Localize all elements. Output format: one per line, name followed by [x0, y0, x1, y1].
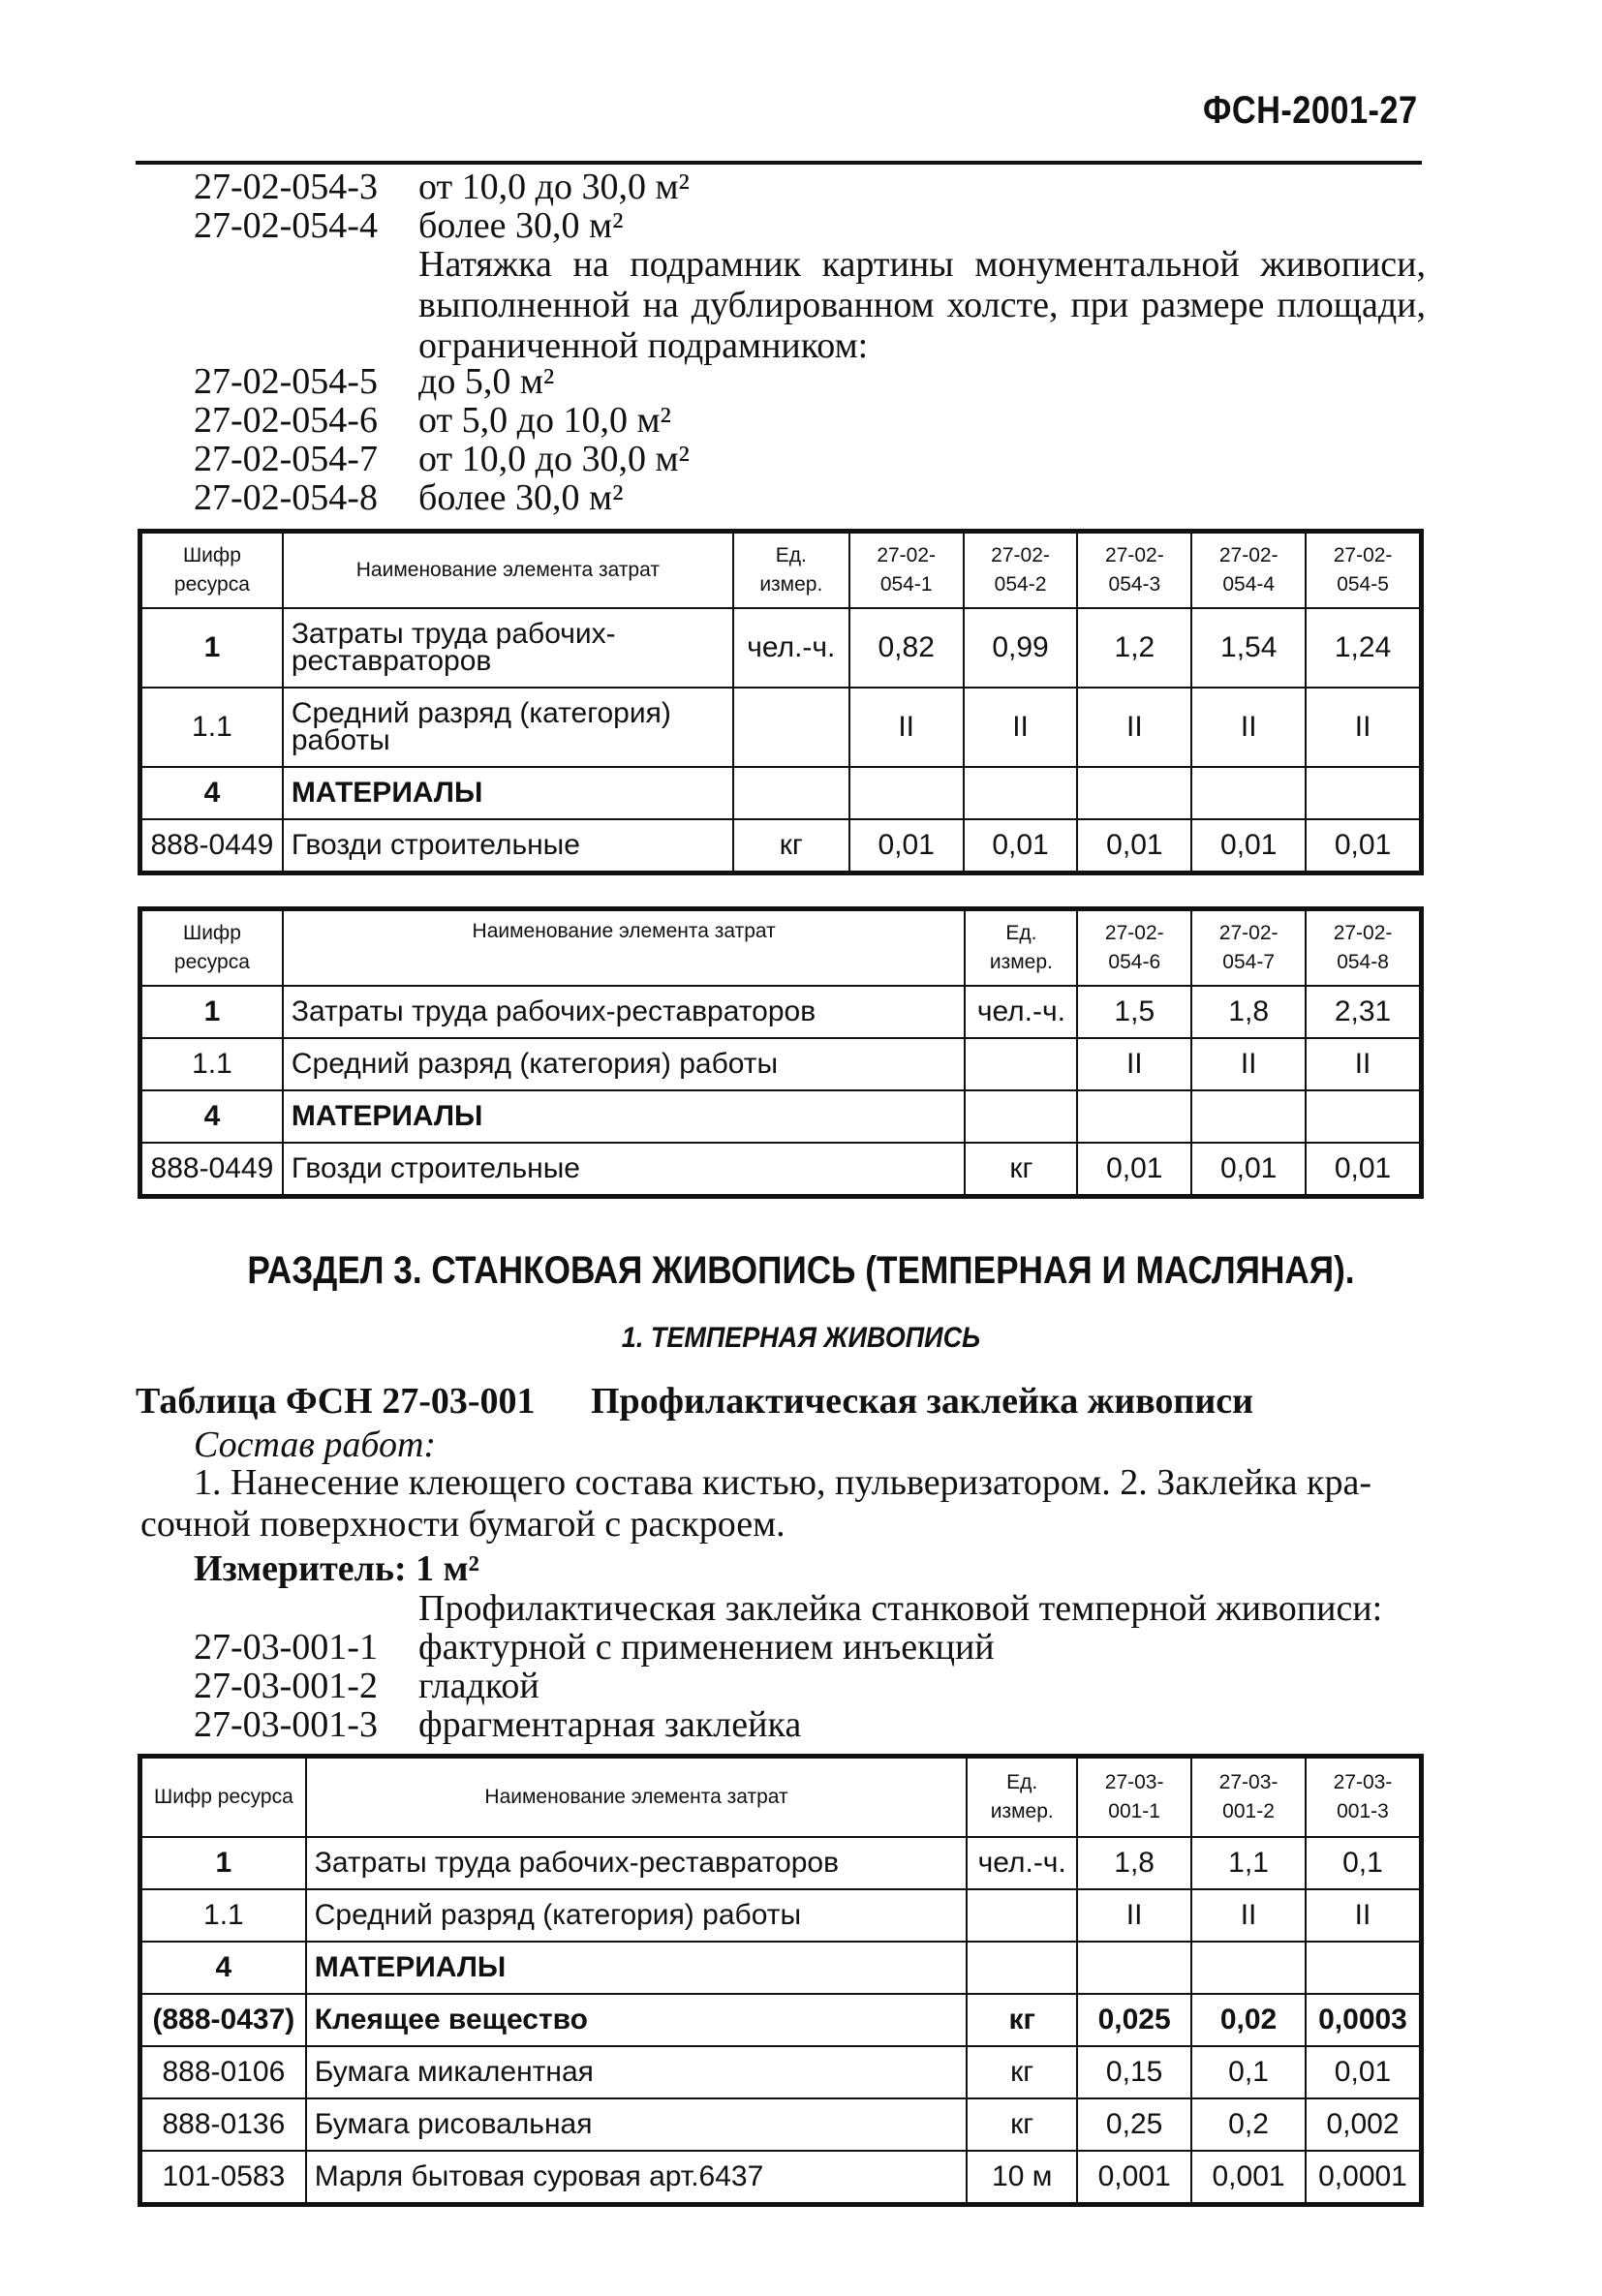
measurement-unit: Измеритель: 1 м² — [194, 1548, 479, 1589]
table-header-row — [141, 1758, 1420, 1837]
table-row — [141, 767, 1420, 819]
table-header-row — [141, 533, 1420, 608]
header-cell: Наименование элемента затрат — [306, 1758, 968, 1837]
cell: II — [964, 688, 1078, 767]
work-composition-label: Состав работ: — [194, 1424, 437, 1465]
cell: 1 — [141, 608, 283, 688]
cell: Клеящее вещество — [306, 1994, 968, 2046]
table-label: Таблица ФСН 27-03-001 — [136, 1381, 536, 1422]
cell: МАТЕРИАЛЫ — [283, 1090, 966, 1143]
cell — [733, 688, 849, 767]
cell: II — [1306, 688, 1420, 767]
cell: 1.1 — [141, 1038, 283, 1090]
resource-table-1 — [140, 532, 1421, 872]
cell — [1306, 1090, 1420, 1143]
item-text: до 5,0 м² — [418, 361, 555, 402]
cell: II — [1077, 1889, 1191, 1942]
header-cell: Ед. измер. — [967, 1758, 1077, 1837]
cell: 0,01 — [1306, 1143, 1420, 1195]
cell: кг — [967, 1994, 1077, 2046]
cell: 1,5 — [1077, 986, 1191, 1038]
cell: Затраты труда рабочих-реставраторов — [283, 986, 966, 1038]
cell: II — [1191, 1038, 1306, 1090]
cell: Марля бытовая суровая арт.6437 — [306, 2151, 968, 2203]
header-cell: Шифр ресурса — [141, 533, 283, 608]
cell — [964, 767, 1078, 819]
cell: 0,01 — [849, 819, 964, 872]
header-cell: 27-03-001-3 — [1306, 1758, 1420, 1837]
cell: 4 — [141, 1942, 306, 1994]
item-text: фактурной с применением инъекций — [418, 1627, 995, 1668]
cell: чел.-ч. — [967, 1837, 1077, 1889]
cell: 888-0449 — [141, 1143, 283, 1195]
item-text: от 5,0 до 10,0 м² — [418, 400, 671, 441]
cell: II — [1191, 688, 1306, 767]
header-cell: 27-03-001-2 — [1191, 1758, 1306, 1837]
header-cell: 27-03-001-1 — [1077, 1758, 1191, 1837]
cell: 0,82 — [849, 608, 964, 688]
header-rule — [136, 161, 1422, 165]
table-row — [141, 2046, 1420, 2098]
cell: чел.-ч. — [965, 986, 1077, 1038]
table-caption — [136, 1380, 1253, 1423]
table-row — [141, 1143, 1420, 1195]
table-name: Профилактическая заклейка живописи — [591, 1381, 1253, 1422]
item-code: 27-03-001-1 — [194, 1627, 378, 1668]
header-cell: 27-02-054-1 — [849, 533, 964, 608]
cell — [967, 1889, 1077, 1942]
table-row — [141, 1038, 1420, 1090]
cell: 0,2 — [1191, 2098, 1306, 2151]
cell: II — [1077, 1038, 1191, 1090]
cell: 1,2 — [1077, 608, 1191, 688]
header-cell: Ед. измер. — [965, 910, 1077, 986]
header-cell: Наименование элемента затрат — [283, 910, 966, 986]
cell — [1077, 1942, 1191, 1994]
table-row — [141, 2098, 1420, 2151]
header-cell: 27-02-054-4 — [1191, 533, 1306, 608]
cell: 0,002 — [1306, 2098, 1420, 2151]
cell: 0,01 — [1306, 2046, 1420, 2098]
header-cell: Наименование элемента затрат — [283, 533, 733, 608]
cell: 0,01 — [1306, 819, 1420, 872]
item-code: 27-02-054-5 — [194, 361, 378, 402]
intro-text: Профилактическая заклейка станковой темперной живописи: — [418, 1588, 1383, 1629]
cell: 0,1 — [1191, 2046, 1306, 2098]
cell — [733, 767, 849, 819]
cell: 0,01 — [964, 819, 1078, 872]
work-composition-text: сочной поверхности бумагой с раскроем. — [140, 1504, 786, 1545]
table-row — [141, 608, 1420, 688]
item-text: более 30,0 м² — [418, 205, 624, 246]
table-row — [141, 1837, 1420, 1889]
cell — [965, 1090, 1077, 1143]
cell: II — [1191, 1889, 1306, 1942]
table-row — [141, 986, 1420, 1038]
table-row — [141, 1994, 1420, 2046]
header-cell: 27-02-054-5 — [1306, 533, 1420, 608]
item-code: 27-02-054-7 — [194, 439, 378, 479]
cell: 0,1 — [1306, 1837, 1420, 1889]
table-row — [141, 688, 1420, 767]
document-code: ФСН-2001-27 — [1203, 89, 1418, 132]
header-cell: 27-02-054-8 — [1306, 910, 1420, 986]
item-code: 27-02-054-4 — [194, 205, 378, 246]
cell: Средний разряд (категория) работы — [283, 1038, 966, 1090]
work-composition-text: 1. Нанесение клеющего состава кистью, пульверизатором. 2. Заклейка кра- — [194, 1462, 1372, 1503]
cell: II — [1077, 688, 1191, 767]
cell — [1306, 1942, 1420, 1994]
resource-table-2 — [140, 909, 1421, 1196]
cell: Гвозди строительные — [283, 819, 733, 872]
cell: Гвозди строительные — [283, 1143, 966, 1195]
cell: 1,24 — [1306, 608, 1420, 688]
table-row — [141, 1942, 1420, 1994]
table-row — [141, 2151, 1420, 2203]
cell — [1191, 1942, 1306, 1994]
table-row — [141, 1889, 1420, 1942]
cell — [1077, 1090, 1191, 1143]
cell: 1.1 — [141, 1889, 306, 1942]
item-code: 27-03-001-2 — [194, 1666, 378, 1706]
item-text: гладкой — [418, 1666, 539, 1706]
cell: 1,54 — [1191, 608, 1306, 688]
cell — [1306, 767, 1420, 819]
cell: 0,001 — [1077, 2151, 1191, 2203]
cell: кг — [967, 2046, 1077, 2098]
cell: II — [849, 688, 964, 767]
cell — [1191, 767, 1306, 819]
cell — [965, 1038, 1077, 1090]
cell: 0,01 — [1191, 1143, 1306, 1195]
cell: 0,01 — [1077, 819, 1191, 872]
item-code: 27-02-054-8 — [194, 477, 378, 518]
cell: кг — [733, 819, 849, 872]
cell — [849, 767, 964, 819]
cell: 0,0001 — [1306, 2151, 1420, 2203]
cell: 0,02 — [1191, 1994, 1306, 2046]
table-row — [141, 1090, 1420, 1143]
cell: II — [1306, 1038, 1420, 1090]
header-cell: 27-02-054-2 — [964, 533, 1078, 608]
cell: 1 — [141, 986, 283, 1038]
header-cell: Шифр ресурса — [141, 910, 283, 986]
cell: 888-0106 — [141, 2046, 306, 2098]
resource-table-3 — [140, 1757, 1421, 2204]
item-code: 27-03-001-3 — [194, 1704, 378, 1745]
cell: МАТЕРИАЛЫ — [306, 1942, 968, 1994]
cell: Бумага рисовальная — [306, 2098, 968, 2151]
cell: Средний разряд (категория) работы — [306, 1889, 968, 1942]
cell: (888-0437) — [141, 1994, 306, 2046]
cell: Затраты труда рабочих-реставраторов — [306, 1837, 968, 1889]
cell: Бумага микалентная — [306, 2046, 968, 2098]
cell: чел.-ч. — [733, 608, 849, 688]
header-cell: Шифр ресурса — [141, 1758, 306, 1837]
cell: 4 — [141, 767, 283, 819]
item-text: более 30,0 м² — [418, 477, 624, 518]
cell: 0,025 — [1077, 1994, 1191, 2046]
table-header-row — [141, 910, 1420, 986]
item-text: от 10,0 до 30,0 м² — [418, 439, 690, 479]
cell — [967, 1942, 1077, 1994]
paragraph: Натяжка на подрамник картины монументальной живописи, выполненной на дублированном холсте, при размере площади, ограниченной подрамником: — [418, 244, 1426, 366]
cell: 101-0583 — [141, 2151, 306, 2203]
cell: кг — [965, 1143, 1077, 1195]
cell: 4 — [141, 1090, 283, 1143]
item-text: от 10,0 до 30,0 м² — [418, 167, 690, 207]
header-cell: 27-02-054-7 — [1191, 910, 1306, 986]
cell: Затраты труда рабочих-реставраторов — [283, 608, 733, 688]
cell: 888-0449 — [141, 819, 283, 872]
cell: 1.1 — [141, 688, 283, 767]
cell — [1191, 1090, 1306, 1143]
header-cell: 27-02-054-3 — [1077, 533, 1191, 608]
cell: 0,99 — [964, 608, 1078, 688]
cell: 1 — [141, 1837, 306, 1889]
cell: 0,001 — [1191, 2151, 1306, 2203]
cell: II — [1306, 1889, 1420, 1942]
cell: 0,0003 — [1306, 1994, 1420, 2046]
section-title: РАЗДЕЛ 3. СТАНКОВАЯ ЖИВОПИСЬ (ТЕМПЕРНАЯ И МАСЛЯНАЯ). — [247, 1249, 1355, 1292]
cell: МАТЕРИАЛЫ — [283, 767, 733, 819]
cell: 1,1 — [1191, 1837, 1306, 1889]
cell: кг — [967, 2098, 1077, 2151]
cell: Средний разряд (категория) работы — [283, 688, 733, 767]
cell: 1,8 — [1191, 986, 1306, 1038]
cell: 10 м — [967, 2151, 1077, 2203]
item-text: фрагментарная заклейка — [418, 1704, 802, 1745]
cell: 0,15 — [1077, 2046, 1191, 2098]
header-cell: 27-02-054-6 — [1077, 910, 1191, 986]
cell — [1077, 767, 1191, 819]
item-code: 27-02-054-6 — [194, 400, 378, 441]
subsection-title: 1. ТЕМПЕРНАЯ ЖИВОПИСЬ — [621, 1322, 981, 1354]
cell: 1,8 — [1077, 1837, 1191, 1889]
cell: 0,25 — [1077, 2098, 1191, 2151]
cell: 888-0136 — [141, 2098, 306, 2151]
table-row — [141, 819, 1420, 872]
cell: 0,01 — [1191, 819, 1306, 872]
cell: 2,31 — [1306, 986, 1420, 1038]
cell: 0,01 — [1077, 1143, 1191, 1195]
header-cell: Ед. измер. — [733, 533, 849, 608]
item-code: 27-02-054-3 — [194, 167, 378, 207]
